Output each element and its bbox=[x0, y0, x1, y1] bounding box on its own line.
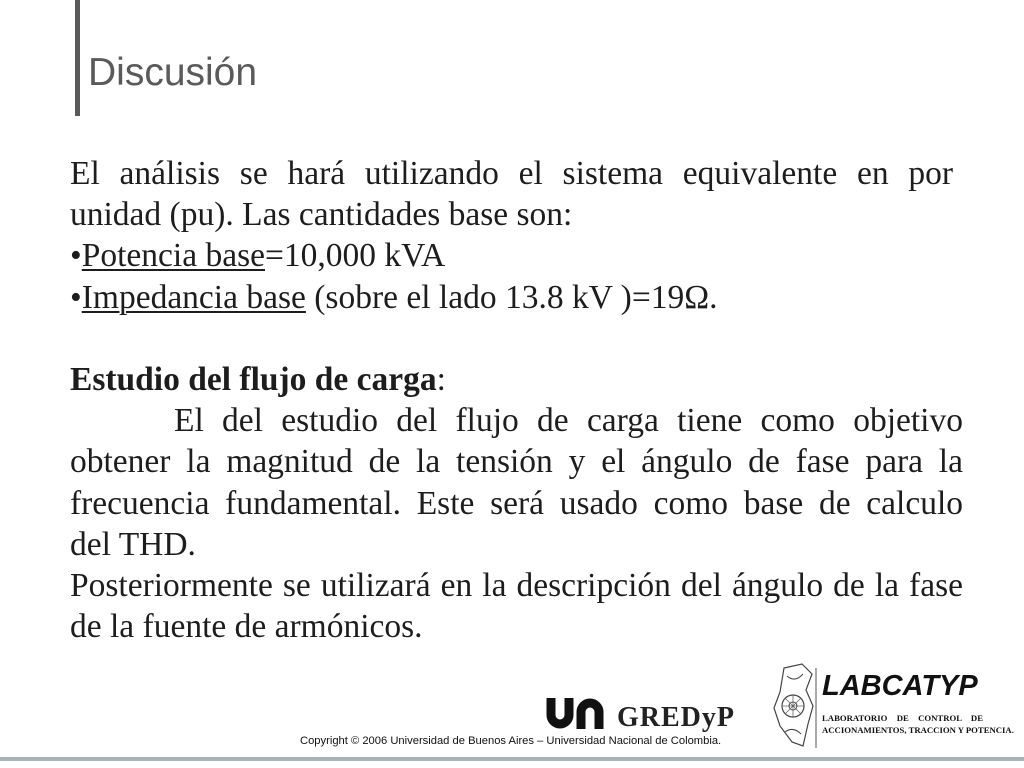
title-accent-bar bbox=[75, 0, 80, 116]
bullet-impedancia-base bbox=[70, 277, 963, 318]
copyright-notice: Copyright © 2006 Universidad de Buenos Aires – Universidad Nacional de Colombia. bbox=[300, 735, 722, 747]
bullet-value: (sobre el lado 13.8 kV )=19Ω. bbox=[305, 278, 718, 316]
paragraph-2-line-6: de la fuente de armónicos. bbox=[70, 608, 423, 646]
bullet-marker: • bbox=[70, 237, 82, 275]
labcatyp-subtitle-line-1: LABORATORIO DE CONTROL DE bbox=[822, 713, 983, 723]
paragraph-2-line-1: El del estudio del flujo de carga tiene como objetivo bbox=[174, 402, 963, 440]
section-heading bbox=[70, 359, 963, 400]
paragraph-2-line-5: Posteriormente se utilizará en la descripción del ángulo de la fase bbox=[70, 566, 963, 604]
paragraph-2-line-3: frecuencia fundamental. Este será usado como base de calculo bbox=[70, 484, 963, 522]
gredyp-logo-text: GREDyP bbox=[617, 702, 735, 733]
section-heading-text: Estudio del flujo de carga bbox=[70, 360, 437, 398]
paragraph-2-line-2: obtener la magnitud de la tensión y el ángulo de fase para la bbox=[70, 443, 963, 481]
paragraph-1-line-2: unidad (pu). Las cantidades base son: bbox=[70, 196, 573, 234]
paragraph-1-line-1: El análisis se hará utilizando el sistema equivalente en por bbox=[70, 155, 953, 192]
slide-body bbox=[70, 153, 963, 647]
footer-stripe bbox=[0, 757, 1024, 761]
section-heading-suffix: : bbox=[436, 360, 446, 398]
labcatyp-name: LABCATYP bbox=[822, 670, 978, 702]
paragraph-2-line-4: del THD. bbox=[70, 525, 196, 563]
labcatyp-emblem bbox=[770, 662, 818, 750]
labcatyp-subtitle-line-2: ACCIONAMIENTOS, TRACCION Y POTENCIA. bbox=[822, 725, 1014, 735]
slide-title: Discusión bbox=[88, 51, 258, 94]
blank-line bbox=[70, 318, 963, 359]
bullet-value: =10,000 kVA bbox=[265, 237, 446, 275]
un-logo bbox=[546, 698, 604, 729]
bullet-term: Potencia base bbox=[81, 237, 265, 275]
bullet-term: Impedancia base bbox=[81, 278, 306, 316]
bullet-potencia-base bbox=[70, 235, 963, 276]
bullet-marker: • bbox=[70, 278, 82, 316]
